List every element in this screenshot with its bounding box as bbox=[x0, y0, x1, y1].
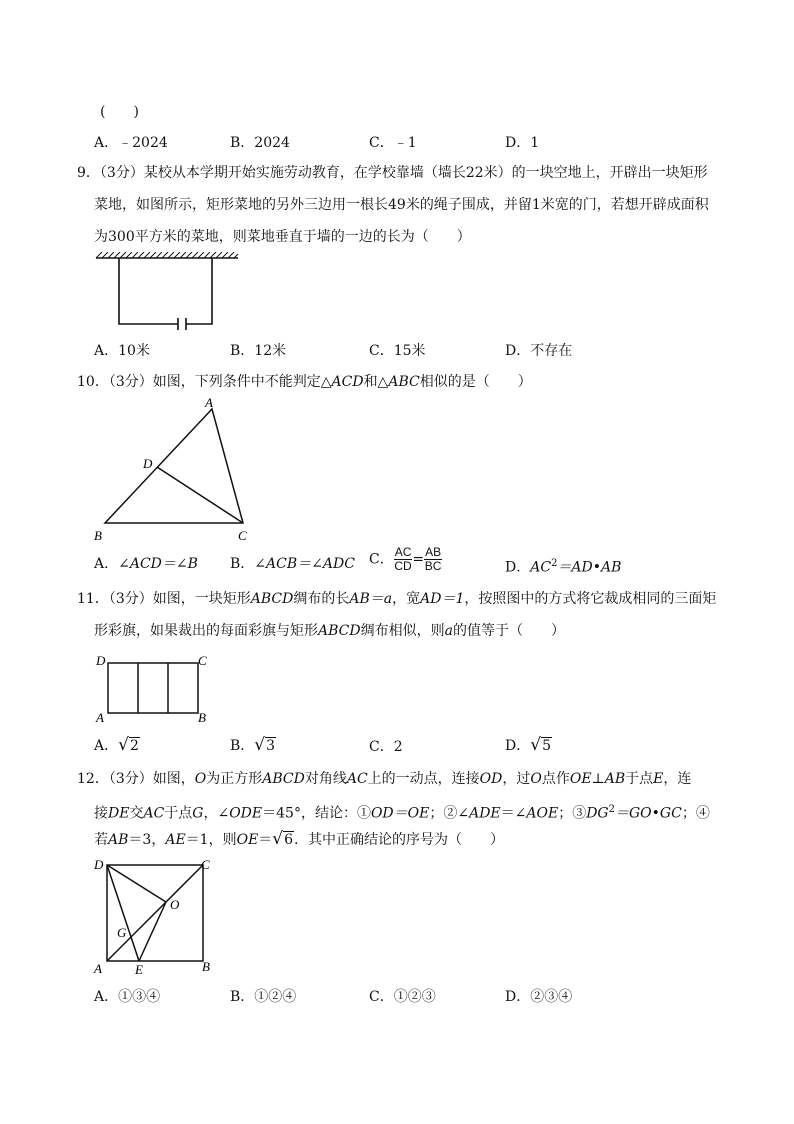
triangle-abc bbox=[105, 409, 243, 523]
label-c: C bbox=[198, 653, 207, 668]
q12-option-c: C．①②③ bbox=[369, 989, 436, 1005]
q12-square-figure bbox=[90, 855, 220, 980]
q10-option-a: A．∠ACD＝∠B bbox=[94, 556, 198, 572]
q11-option-d: D．√5 bbox=[505, 735, 551, 755]
q9-garden-figure bbox=[94, 252, 244, 332]
fraction-ac-cd: $\frac{AC}{CD}$ bbox=[394, 545, 412, 573]
q9-stem-line-1: 9．（3分）某校从本学期开始实施劳动教育，在学校靠墙（墙长22米）的一块空地上，开辟出一块矩形 bbox=[77, 165, 708, 181]
q10-option-c: C． $\frac{AC}{CD}$ = $\frac{AB}{BC}$ bbox=[369, 545, 442, 573]
q9-stem-line-3: 为300平方米的菜地，则菜地垂直于墙的一边的长为（ ） bbox=[94, 229, 471, 245]
label-a: A bbox=[205, 395, 213, 410]
q12-option-a: A．①③④ bbox=[94, 989, 161, 1005]
wall-hatch bbox=[96, 252, 238, 258]
garden-fence bbox=[119, 258, 212, 330]
q11-rectangle-figure bbox=[92, 650, 222, 725]
label-d: D bbox=[143, 456, 153, 471]
label-g: G bbox=[117, 925, 127, 940]
q8-option-c: C．﹣1 bbox=[369, 135, 417, 151]
q8-option-d: D．1 bbox=[505, 135, 540, 151]
label-o: O bbox=[170, 897, 180, 912]
q12-stem-line-3: 若AB＝3，AE＝1，则OE＝√6．其中正确结论的序号为（ ） bbox=[94, 829, 505, 849]
q12-stem-line-1: 12．（3分）如图，O为正方形ABCD对角线AC上的一动点，连接OD，过O点作OE⊥AB于点E，连 bbox=[77, 771, 692, 787]
q8-option-a: A．﹣2024 bbox=[94, 135, 168, 151]
q11-stem-line-2: 形彩旗，如果裁出的每面彩旗与矩形ABCD绸布相似，则a的值等于（ ） bbox=[94, 623, 565, 639]
rectangle-abcd bbox=[108, 663, 198, 713]
label-a: A bbox=[96, 710, 104, 725]
q11-option-a: A．√2 bbox=[94, 735, 139, 755]
label-d: D bbox=[96, 653, 106, 668]
label-d: D bbox=[94, 857, 104, 872]
q12-option-b: B．①②④ bbox=[230, 989, 297, 1005]
segment-de bbox=[107, 865, 139, 961]
q9-option-b: B．12米 bbox=[230, 343, 287, 359]
segment-oe bbox=[139, 902, 166, 961]
diagonal-ac bbox=[107, 865, 203, 961]
label-b: B bbox=[202, 959, 210, 974]
q9-option-c: C．15米 bbox=[369, 343, 426, 359]
q8-answer-paren: ( ) bbox=[100, 104, 139, 120]
label-b: B bbox=[198, 710, 206, 725]
label-c: C bbox=[238, 528, 247, 543]
q8-option-b: B．2024 bbox=[230, 135, 290, 151]
label-e: E bbox=[135, 962, 143, 977]
q12-stem-line-2: 接DE交AC于点G，∠ODE＝45°，结论：①OD＝OE；②∠ADE＝∠AOE；$③DG^2=GO•GC$；④ bbox=[94, 804, 710, 822]
label-a: A bbox=[94, 961, 102, 976]
q9-option-d: D．不存在 bbox=[505, 343, 573, 359]
q9-option-a: A．10米 bbox=[94, 343, 150, 359]
q12-option-d: D．②③④ bbox=[505, 989, 573, 1005]
q10-triangle-figure bbox=[90, 395, 260, 545]
q10-option-d: D．$AC^2=AD•AB$ bbox=[505, 558, 622, 576]
q11-stem-line-1: 11．（3分）如图，一块矩形ABCD绸布的长AB＝a，宽AD＝1，按照图中的方式将它裁成相同的三面矩 bbox=[77, 591, 717, 607]
q11-option-b: B．√3 bbox=[230, 735, 276, 755]
q11-option-c: C．2 bbox=[369, 739, 403, 755]
label-b: B bbox=[94, 528, 102, 543]
q10-stem: 10．（3分）如图，下列条件中不能判定△ACD和△ABC相似的是（ ） bbox=[77, 374, 532, 390]
q10-option-b: B．∠ACB＝∠ADC bbox=[230, 556, 355, 572]
fraction-ab-bc: $\frac{AB}{BC}$ bbox=[424, 545, 442, 573]
q9-stem-line-2: 菜地，如图所示，矩形菜地的另外三边用一根长49米的绳子围成，并留1米宽的门，若想开辟成面积 bbox=[94, 197, 709, 213]
label-c: C bbox=[201, 857, 210, 872]
segment-od bbox=[107, 865, 166, 902]
